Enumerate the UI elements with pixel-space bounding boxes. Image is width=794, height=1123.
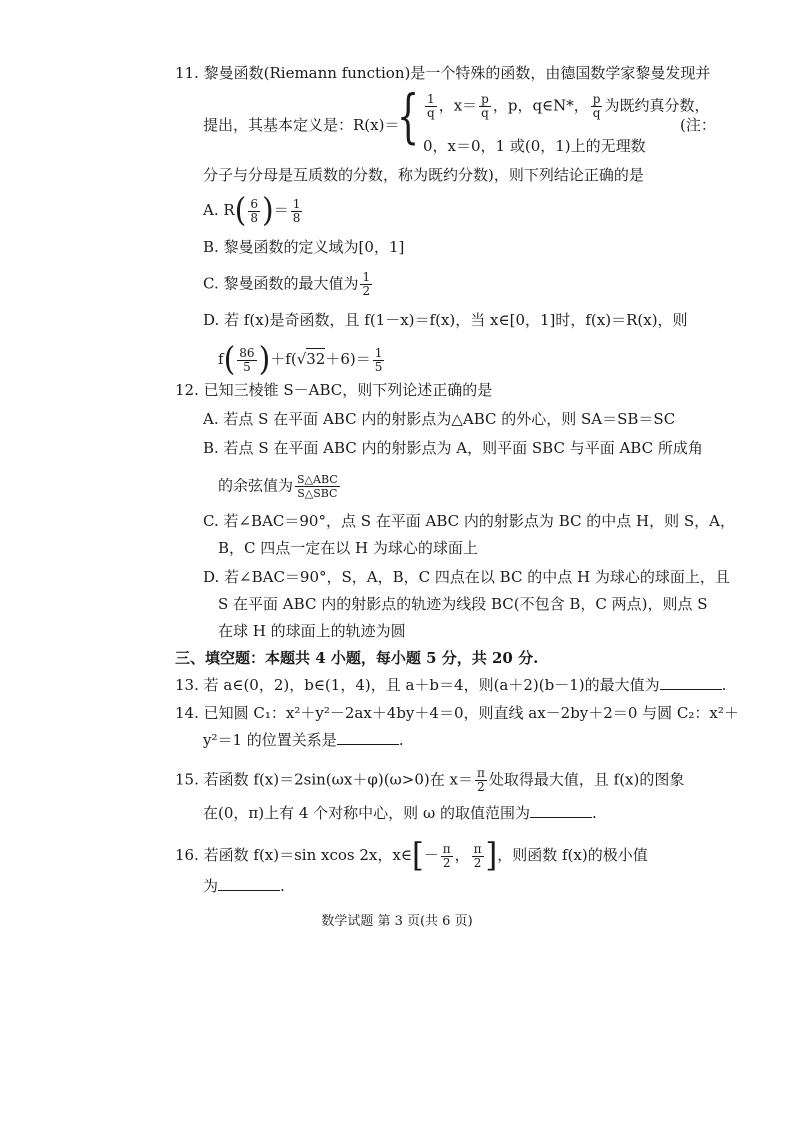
frac-1-over-q: $\frac{1}{q}$	[427, 92, 435, 120]
answer-blank-15[interactable]	[530, 803, 592, 818]
q11-line1: 11. 黎曼函数(Riemann function)是一个特殊的函数，由德国数学家黎曼发现并	[175, 64, 711, 82]
q12-option-b-line2: 的余弦值为 $\frac{\text{S△ABC}}{\text{S△SBC}}$	[218, 473, 338, 500]
q12-stem: 12. 已知三棱锥 S－ABC，则下列论述正确的是	[175, 381, 493, 399]
answer-blank-16[interactable]	[218, 876, 280, 891]
q12-option-a: A. 若点 S 在平面 ABC 内的射影点为△ABC 的外心，则 SA＝SB＝SC	[203, 410, 676, 428]
q11-note-open: (注：	[680, 116, 716, 134]
q12-option-d-line3: 在球 H 的球面上的轨迹为圆	[218, 622, 406, 640]
q14-line2: y²＝1 的位置关系是 .	[203, 731, 404, 749]
q16-line1: 16. 若函数 f(x)＝sin xcos 2x，x∈[－ $\frac{\pi}{2}$ ， $\frac{\pi}{2}$ ]，则函数 f(x)的极小值	[175, 836, 648, 875]
q13: 13. 若 a∈(0，2)，b∈(1，4)，且 a＋b＝4，则(a＋2)(b－1)的最大值为 .	[175, 676, 727, 694]
frac-p-over-q: $\frac{p}{q}$	[481, 92, 489, 120]
q11-option-b: B. 黎曼函数的定义域为[0，1]	[203, 238, 405, 256]
piecewise-brace: {	[397, 82, 420, 150]
q14-line1: 14. 已知圆 C₁：x²＋y²－2ax＋4by＋4＝0，则直线 ax－2by＋2＝0 与圆 C₂：x²＋	[175, 704, 739, 722]
q11-case2: 0，x＝0，1 或(0，1)上的无理数	[423, 137, 646, 155]
q12-option-d-line2: S 在平面 ABC 内的射影点的轨迹为线段 BC(不包含 B，C 两点)，则点 S	[218, 595, 708, 613]
q12-option-c-line1: C. 若∠BAC＝90°，点 S 在平面 ABC 内的射影点为 BC 的中点 H，则 S，A，	[203, 512, 735, 530]
section-heading: 三、填空题：本题共 4 小题，每小题 5 分，共 20 分.	[175, 649, 539, 667]
q15-line2: 在(0，π)上有 4 个对称中心，则 ω 的取值范围为 .	[203, 804, 597, 822]
frac-p-over-q-2: $\frac{p}{q}$	[592, 92, 601, 120]
q12-option-b-line1: B. 若点 S 在平面 ABC 内的射影点为 A，则平面 SBC 与平面 ABC 所成角	[203, 439, 703, 457]
q11-definition-prefix: 提出，其基本定义是：R(x)＝	[203, 116, 400, 134]
page-footer: 数学试题 第 3 页(共 6 页)	[321, 914, 473, 929]
answer-blank-14[interactable]	[337, 730, 399, 745]
q15-line1: 15. 若函数 f(x)＝2sin(ωx＋φ)(ω>0)在 x＝ $\frac{\pi}{2}$ 处取得最大值，且 f(x)的图象	[175, 766, 685, 794]
q11-case1: $\frac{1}{q}$ ，x＝ $\frac{p}{q}$ ，p，q∈N*， $\frac{p}{q}$ 为既约真分数，	[427, 92, 710, 120]
q12-option-d-line1: D. 若∠BAC＝90°，S，A，B，C 四点在以 BC 的中点 H 为球心的球面上，且	[203, 568, 730, 586]
q12-option-c-line2: B，C 四点一定在以 H 为球心的球面上	[218, 539, 478, 557]
q11-option-c: C. 黎曼函数的最大值为 $\frac{1}{2}$	[203, 270, 371, 298]
q11-option-a: A. R( $\frac{6}{8}$ )＝ $\frac{1}{8}$	[203, 191, 301, 230]
q16-line2: 为 .	[203, 877, 285, 895]
q11-line3: 分子与分母是互质数的分数，称为既约分数)，则下列结论正确的是	[203, 166, 644, 184]
q11-option-d-line2: f( $\frac{86}{5}$ )＋f(√32＋6)＝ $\frac{1}{5}$	[218, 340, 383, 379]
q11-option-d-line1: D. 若 f(x)是奇函数，且 f(1－x)＝f(x)，当 x∈[0，1]时，f(x)＝R(x)，则	[203, 311, 688, 329]
answer-blank-13[interactable]	[660, 675, 722, 690]
